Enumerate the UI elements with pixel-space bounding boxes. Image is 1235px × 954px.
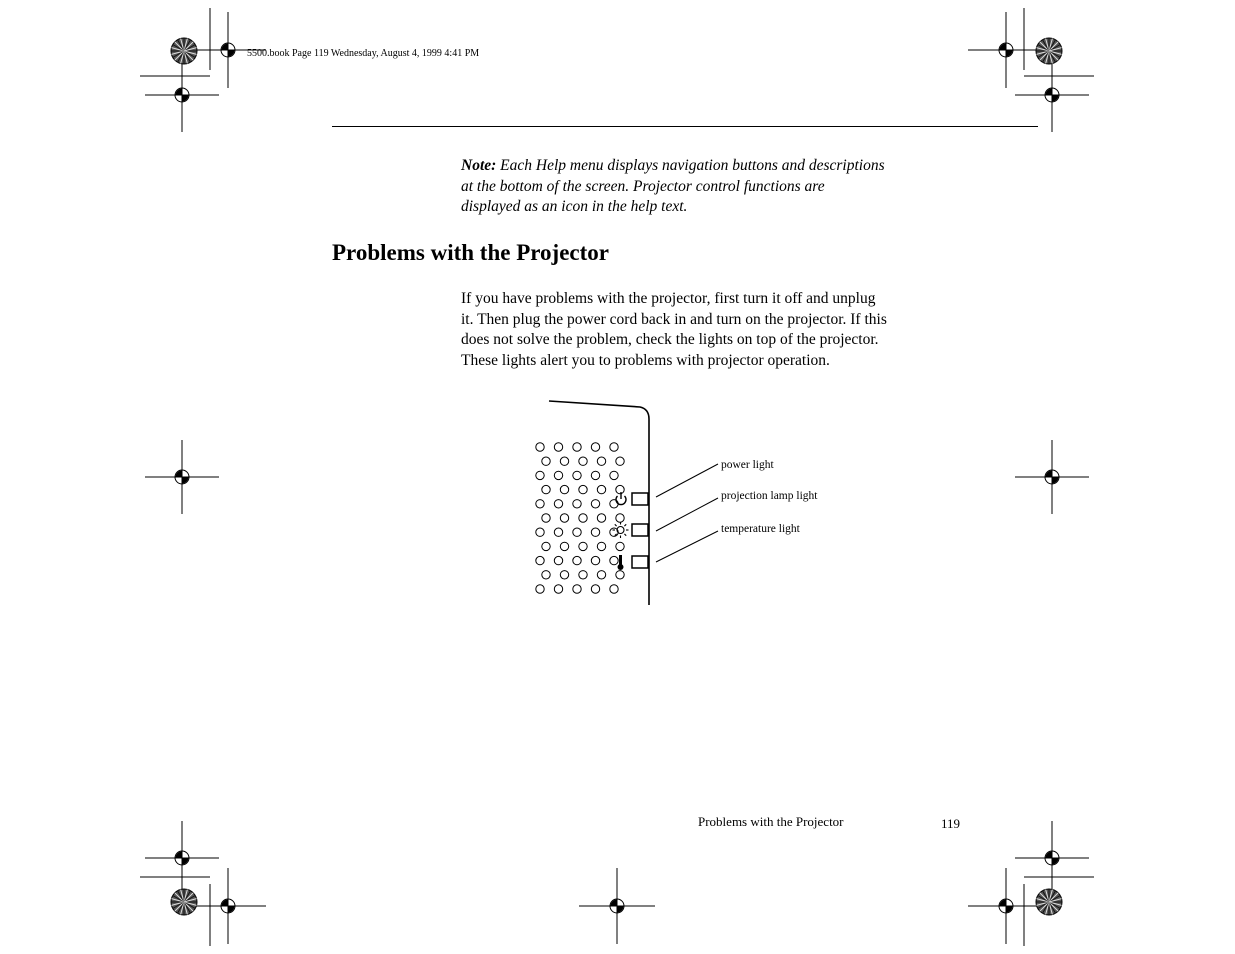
- print-slug: 5500.book Page 119 Wednesday, August 4, 1999 4:41 PM: [247, 48, 480, 59]
- thermometer-icon: [618, 555, 624, 570]
- lamp-light-leader: [656, 498, 718, 531]
- registration-mark: [190, 868, 266, 944]
- vent-grille: [536, 443, 624, 593]
- registration-mark: [145, 440, 219, 514]
- color-calibration-mark: [171, 38, 197, 64]
- note-line-1: [461, 156, 951, 177]
- power-light: [632, 493, 648, 505]
- help-note: [461, 156, 951, 218]
- footer-page-number: 119: [941, 816, 961, 831]
- lamp-icon: [613, 522, 629, 538]
- callout-power-light: power light: [721, 459, 774, 471]
- note-line-2: at the bottom of the screen. Projector control functions are: [461, 177, 825, 195]
- note-line-1-text: Each Help menu displays navigation buttons and descriptions: [496, 157, 885, 174]
- color-calibration-mark: [171, 889, 197, 915]
- color-calibration-mark: [1036, 889, 1062, 915]
- note-lead: Note:: [461, 157, 497, 174]
- registration-mark: [145, 58, 219, 132]
- color-calibration-mark: [1036, 38, 1062, 64]
- note-line-3: displayed as an icon in the help text.: [461, 198, 688, 215]
- callout-temperature-light: temperature light: [721, 523, 800, 535]
- paragraph-line-2: it. Then plug the power cord back in and turn on the projector. If this: [461, 310, 887, 328]
- paragraph-line-3: does not solve the problem, check the lights on top of the projector.: [461, 331, 879, 348]
- registration-mark: [145, 821, 219, 895]
- registration-mark: [1015, 440, 1089, 514]
- header-rule: [332, 126, 1038, 127]
- footer-section-title: Problems with the Projector: [698, 814, 844, 829]
- paragraph-line-4: These lights alert you to problems with projector operation.: [461, 351, 830, 369]
- paragraph-line-1: If you have problems with the projector, first turn it off and unplug: [461, 290, 876, 307]
- registration-mark: [968, 868, 1044, 944]
- power-icon: [616, 492, 626, 505]
- callout-projection-lamp-light: projection lamp light: [721, 490, 818, 502]
- registration-mark: [1015, 821, 1089, 895]
- registration-mark: [968, 12, 1044, 88]
- body-paragraph: [461, 289, 951, 371]
- section-heading: Problems with the Projector: [332, 240, 609, 265]
- projector-lights-diagram: [525, 395, 845, 610]
- projection-lamp-light: [632, 524, 648, 536]
- registration-mark: [1015, 58, 1089, 132]
- temperature-light: [632, 556, 648, 568]
- registration-mark: [579, 868, 655, 944]
- power-light-leader: [656, 464, 718, 497]
- temperature-light-leader: [656, 531, 718, 562]
